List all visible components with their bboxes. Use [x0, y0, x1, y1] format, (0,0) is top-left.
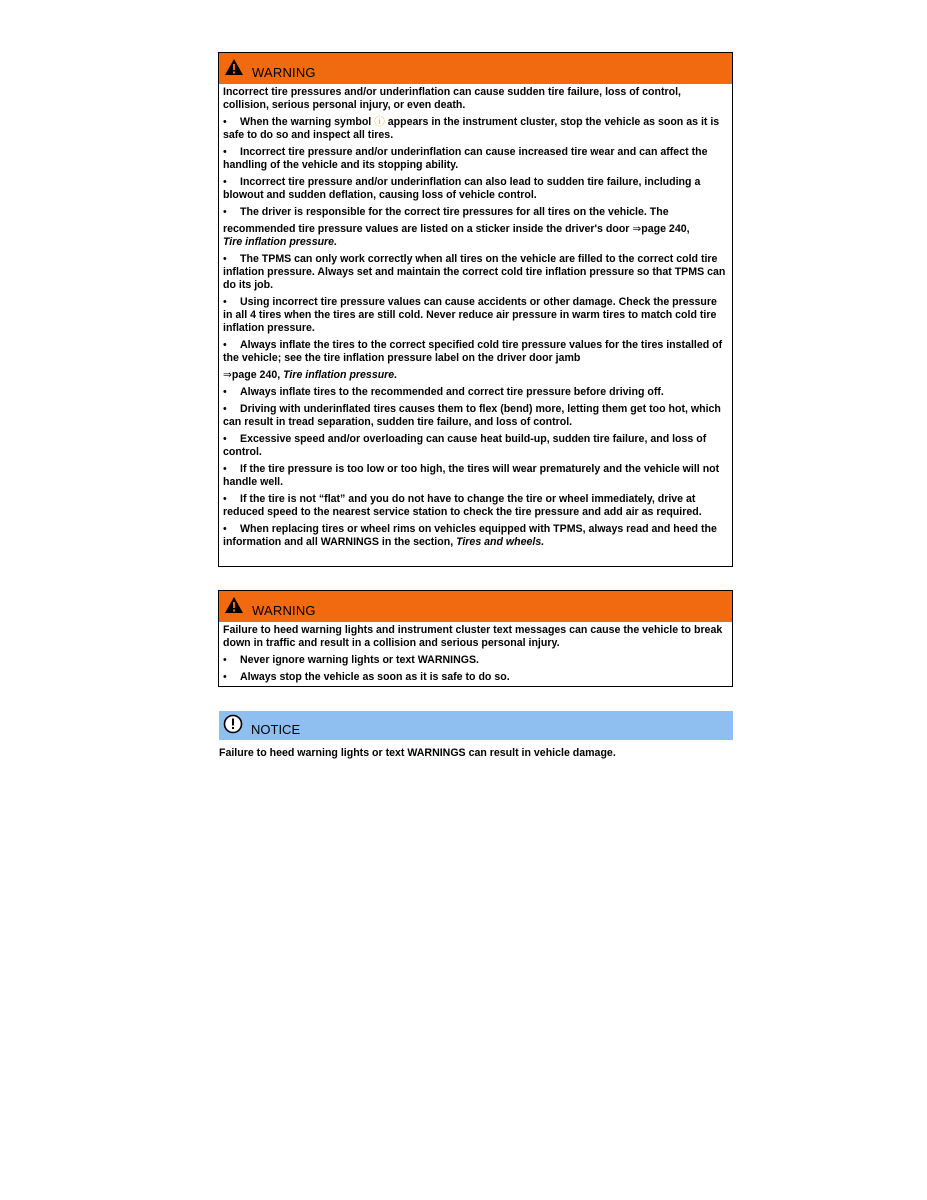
bullet-item: • The driver is responsible for the correct tire pressures for all tires on the vehicle. The — [223, 206, 669, 218]
notice-header — [219, 711, 733, 740]
page-reference-link[interactable]: page 240, — [231, 369, 284, 381]
bullet-item: • When replacing tires or wheel rims on vehicles equipped with TPMS, always read and heed the information and all WARNINGS in the section, Tires and wheels. — [223, 523, 717, 548]
warning-symbol-icon: ⓘ — [374, 116, 385, 128]
bullet-item: • Always inflate the tires to the correct specified cold tire pressure values for the tires installed of the vehicle; see the tire inflation pressure label on the driver door jamb — [223, 339, 723, 364]
warning-body — [219, 622, 732, 687]
bullet-item: • Using incorrect tire pressure values can cause accidents or other damage. Check the pressure in all 4 tires when the tires are still cold. Never reduce air pressure in warm tires to match cold tire inflation pressure. — [223, 296, 717, 334]
page-reference-link[interactable]: page 240, — [641, 223, 690, 235]
warning-intro: Incorrect tire pressures and/or underinflation can cause sudden tire failure, loss of control, collision, serious personal injury, or even death. — [223, 86, 681, 111]
warning-triangle-icon — [224, 596, 244, 614]
arrow-icon: ⇒ — [223, 369, 232, 381]
bullet-item: • If the tire pressure is too low or too high, the tires will wear prematurely and the vehicle will not handle well. — [223, 463, 720, 488]
warning-triangle-icon — [224, 58, 244, 76]
warning-intro: Failure to heed warning lights and instrument cluster text messages can cause the vehicle to break down in traffic and result in a collision and serious personal injury. — [223, 624, 723, 649]
warning-box-tire-pressure — [218, 52, 733, 567]
info-circle-icon — [223, 714, 243, 734]
warning-header — [219, 53, 732, 84]
warning-title: WARNING — [252, 65, 316, 80]
arrow-icon: ⇒ — [632, 223, 642, 235]
warning-box-warning-lights — [218, 590, 733, 687]
bullet-item: • Excessive speed and/or overloading can cause heat build-up, sudden tire failure, and loss of control. — [223, 433, 707, 458]
warning-title: WARNING — [252, 603, 316, 618]
bullet-item: • Driving with underinflated tires causes them to flex (bend) more, letting them get too hot, which can result in tread separation, sudden tire failure, and loss of control. — [223, 403, 721, 428]
notice-text: Failure to heed warning lights or text WARNINGS can result in vehicle damage. — [219, 747, 616, 759]
bullet-continuation: recommended tire pressure values are listed on a sticker inside the driver's door ⇒page 240, Tire inflation pressure. — [223, 223, 690, 248]
bullet-item: • Always inflate tires to the recommended and correct tire pressure before driving off. — [223, 386, 664, 398]
bullet-item: • Never ignore warning lights or text WARNINGS. — [223, 654, 479, 666]
bullet-item: • Incorrect tire pressure and/or underinflation can cause increased tire wear and can affect the handling of the vehicle and its stopping ability. — [223, 146, 708, 171]
warning-body — [219, 84, 732, 552]
bullet-continuation: ⇒page 240, Tire inflation pressure. — [223, 369, 398, 381]
warning-header — [219, 591, 732, 622]
notice-title: NOTICE — [251, 722, 301, 737]
bullet-item: • Always stop the vehicle as soon as it is safe to do so. — [223, 671, 510, 683]
bullet-item: • When the warning symbol ⓘ appears in the instrument cluster, stop the vehicle as soon as it is safe to do so and inspect all tires. — [223, 116, 720, 141]
bullet-item: • Incorrect tire pressure and/or underinflation can also lead to sudden tire failure, including a blowout and sudden deflation, causing loss of vehicle control. — [223, 176, 701, 201]
bullet-item: • If the tire is not “flat” and you do not have to change the tire or wheel immediately, drive at reduced speed to the nearest service station to check the tire pressure and add air as required. — [223, 493, 702, 518]
bullet-item: • The TPMS can only work correctly when all tires on the vehicle are filled to the correct cold tire inflation pressure. Always set and maintain the correct cold tire inflation pressure so that TPMS can do its job. — [223, 253, 726, 291]
